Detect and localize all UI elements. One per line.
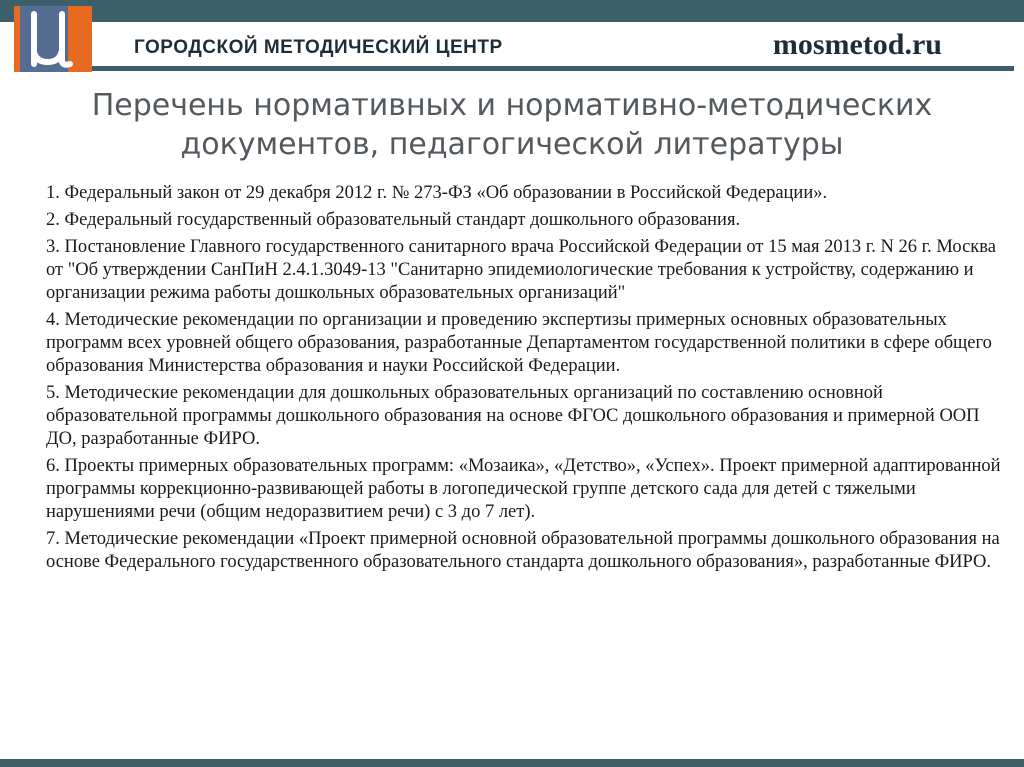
document-item-3: 3. Постановление Главного государственного санитарного врача Российской Федерации от 15 мая 2013 г. N 26 г. Москва от "Об утверждении СанПиН 2.4.1.3049-13 "Санитарно эпидемиологические требования к устройству, содержанию и организации режима работы дошкольных образовательных организаций" bbox=[46, 237, 996, 303]
top-stripe bbox=[0, 0, 1024, 22]
document-item-5: 5. Методические рекомендации для дошкольных образовательных организаций по составлению основной образовательной программы дошкольного образования на основе ФГОС дошкольного образования и примерной ООП ДО, разработанные ФИРО. bbox=[46, 383, 980, 449]
document-item-1: 1. Федеральный закон от 29 декабря 2012 г. № 273-ФЗ «Об образовании в Российской Федерации». bbox=[46, 183, 828, 203]
document-list bbox=[46, 182, 1006, 578]
slide-title bbox=[60, 86, 964, 164]
logo bbox=[14, 6, 92, 72]
org-name: ГОРОДСКОЙ МЕТОДИЧЕСКИЙ ЦЕНТР bbox=[134, 37, 503, 58]
document-item-2: 2. Федеральный государственный образовательный стандарт дошкольного образования. bbox=[46, 210, 741, 230]
header-underline bbox=[14, 66, 1014, 71]
bottom-stripe bbox=[0, 759, 1024, 767]
mu-logo-icon bbox=[14, 6, 92, 72]
document-item-6: 6. Проекты примерных образовательных программ: «Мозаика», «Детство», «Успех». Проект примерной адаптированной программы коррекционно-развивающей работы в логопедической группе детского сада для детей с тяжелыми нарушениями речи (общим недоразвитием речи) с 3 до 7 лет). bbox=[46, 456, 1001, 522]
document-item-4: 4. Методические рекомендации по организации и проведению экспертизы примерных основных образовательных программ всех уровней общего образования, разработанные Департаментом государственной политики в сфере общего образования Министерства образования и науки Российской Федерации. bbox=[46, 310, 992, 376]
document-item-7: 7. Методические рекомендации «Проект примерной основной образовательной программы дошкольного образования на основе Федерального государственного образовательного стандарта дошкольного образования», разработанные ФИРО. bbox=[46, 529, 1000, 572]
site-link[interactable]: mosmetod.ru bbox=[772, 28, 942, 61]
slide-title-line2: документов, педагогической литературы bbox=[180, 127, 844, 162]
slide-title-line1: Перечень нормативных и нормативно-методических bbox=[91, 88, 933, 123]
